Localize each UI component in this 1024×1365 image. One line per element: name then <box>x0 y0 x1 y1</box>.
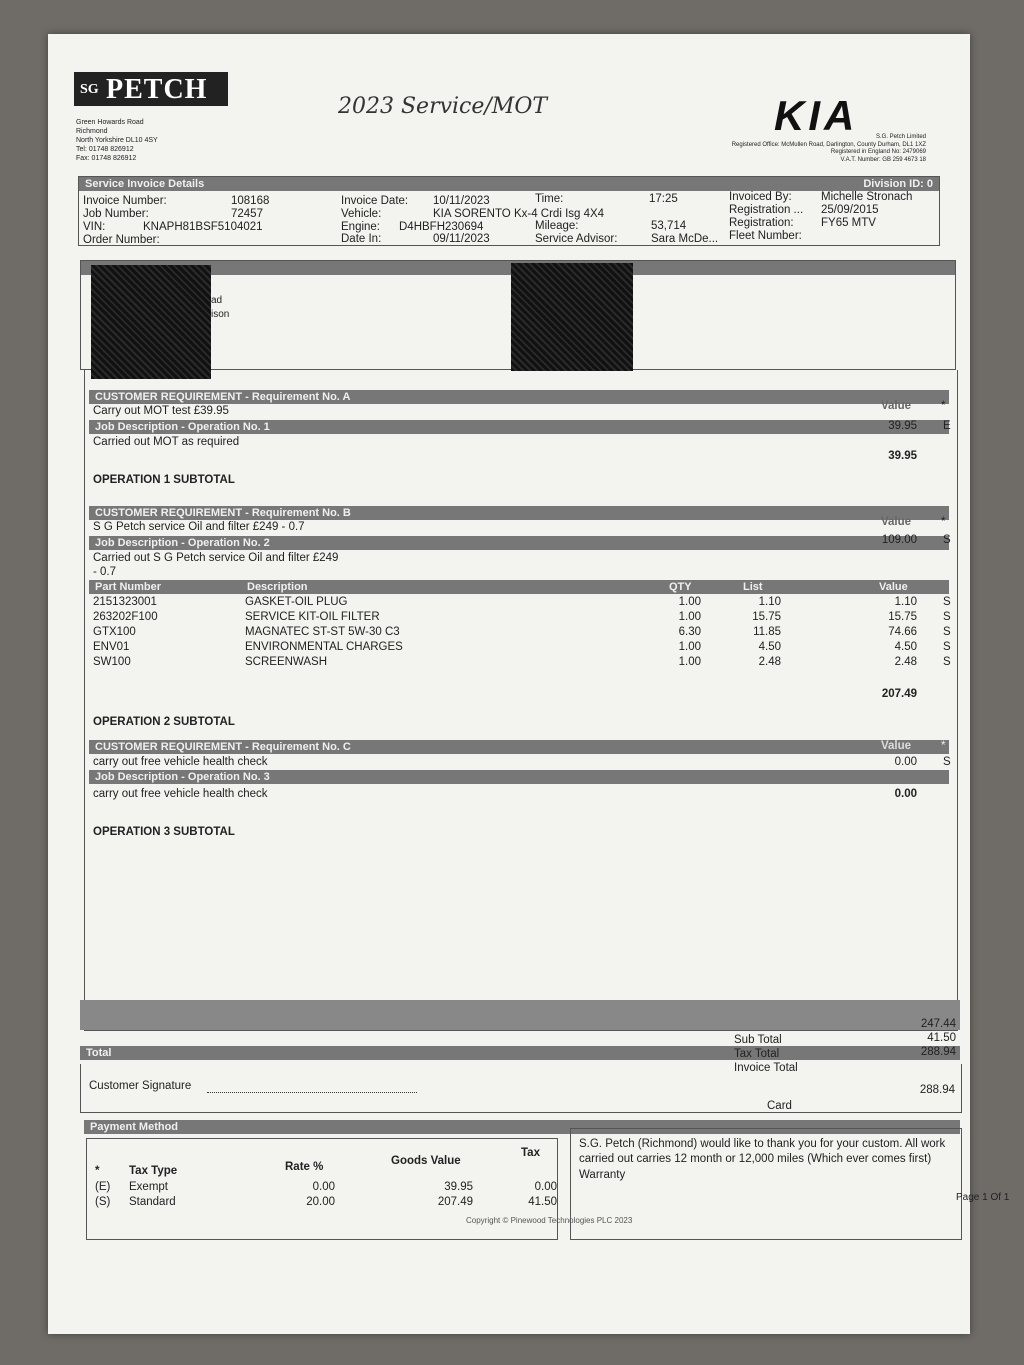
star-marker: * <box>941 400 946 412</box>
part-description: SERVICE KIT-OIL FILTER <box>245 611 380 623</box>
operation-value-2: 109.00 <box>881 534 917 546</box>
tax-code-2: S <box>943 534 951 546</box>
warranty-label: Warranty <box>579 1169 626 1181</box>
requirement-text-b: S G Petch service Oil and filter £249 - 0.7 <box>93 521 305 533</box>
signature-label: Customer Signature <box>89 1080 192 1092</box>
signature-line[interactable] <box>207 1092 417 1093</box>
requirement-bar-a: CUSTOMER REQUIREMENT - Requirement No. A <box>89 390 949 404</box>
tax-header-type: Tax Type <box>129 1165 178 1177</box>
requirement-text-c: carry out free vehicle health check <box>93 756 268 768</box>
tax-row-code: (E) <box>95 1181 111 1193</box>
advisor-label: Service Advisor: <box>535 233 618 245</box>
invoiced-by-label: Invoiced By: <box>729 191 792 203</box>
vehicle-label: Vehicle: <box>341 208 382 220</box>
address-line: Tel: 01748 826912 <box>76 146 134 153</box>
part-qty: 1.00 <box>678 656 701 668</box>
details-bar-title: Service Invoice Details <box>85 178 205 190</box>
star-marker: * <box>941 516 946 528</box>
job-text-3: carry out free vehicle health check <box>93 788 268 800</box>
tax-row-rate: 20.00 <box>306 1196 335 1208</box>
dealer-address <box>76 118 158 163</box>
part-tax-code: S <box>943 611 951 623</box>
customer-address-section <box>80 260 956 370</box>
parts-header-qty: QTY <box>669 581 692 593</box>
part-tax-code: S <box>943 596 951 608</box>
part-description: GASKET-OIL PLUG <box>245 596 348 608</box>
logo-sg-text: SG <box>80 82 99 97</box>
tax-row-goods: 39.95 <box>444 1181 473 1193</box>
mileage: 53,714 <box>651 220 687 232</box>
sg-petch-logo <box>74 72 228 106</box>
handwritten-note: 2023 Service/MOT <box>338 94 548 119</box>
tax-row-rate: 0.00 <box>312 1181 335 1193</box>
kia-logo: KIA <box>774 92 859 139</box>
part-list-price: 11.85 <box>753 626 781 638</box>
part-tax-code: S <box>943 626 951 638</box>
part-number: GTX100 <box>93 626 136 638</box>
job-bar-3: Job Description - Operation No. 3 <box>89 770 949 784</box>
address-line: Green Howards Road <box>76 119 144 126</box>
job-number-label: Job Number: <box>83 208 149 220</box>
part-qty: 1.00 <box>678 611 701 623</box>
requirement-bar-c: CUSTOMER REQUIREMENT - Requirement No. C <box>89 740 949 754</box>
totals-top-band <box>80 1000 960 1030</box>
tax-code-1: E <box>943 420 951 432</box>
address-fragment: ison <box>211 309 230 320</box>
job-text-1: Carried out MOT as required <box>93 436 240 448</box>
signature-section <box>80 1064 962 1113</box>
tax-row-type: Standard <box>129 1196 176 1208</box>
part-qty: 1.00 <box>678 641 701 653</box>
parts-header-list: List <box>743 581 763 593</box>
operation-value-1: 39.95 <box>888 420 917 432</box>
registration-date-label: Registration ... <box>729 204 804 216</box>
part-tax-code: S <box>943 656 951 668</box>
job-text-2: Carried out S G Petch service Oil and filter £249 <box>93 552 339 564</box>
operations-section <box>84 370 958 1031</box>
registration: FY65 MTV <box>821 217 876 229</box>
value-label: Value <box>881 516 912 528</box>
part-value: 15.75 <box>888 611 917 623</box>
copyright: Copyright © Pinewood Technologies PLC 2023 <box>466 1216 633 1225</box>
registered-office <box>698 134 926 164</box>
sub-total: 247.44 <box>920 1018 956 1030</box>
job-number: 72457 <box>231 208 263 220</box>
part-list-price: 2.48 <box>758 656 781 668</box>
time-label: Time: <box>535 193 564 205</box>
part-list-price: 4.50 <box>758 641 781 653</box>
details-bar <box>79 177 939 191</box>
value-label: Value <box>881 400 912 412</box>
tax-header-star: * <box>95 1165 100 1177</box>
job-text-2b: - 0.7 <box>93 566 117 578</box>
parts-header-desc: Description <box>247 581 308 593</box>
order-number-label: Order Number: <box>83 234 160 246</box>
tax-row-tax: 0.00 <box>534 1181 557 1193</box>
tax-row-type: Exempt <box>129 1181 168 1193</box>
time: 17:25 <box>649 193 678 205</box>
redacted-customer-name <box>91 265 211 379</box>
tax-row-code: (S) <box>95 1196 111 1208</box>
part-tax-code: S <box>943 641 951 653</box>
parts-header-value: Value <box>879 581 908 593</box>
part-value: 1.10 <box>894 596 917 608</box>
tax-total: 41.50 <box>927 1032 956 1044</box>
operation-subtotal-label-1: OPERATION 1 SUBTOTAL <box>93 474 235 486</box>
part-qty: 1.00 <box>678 596 701 608</box>
part-value: 2.48 <box>894 656 917 668</box>
tax-code-3: S <box>943 756 951 768</box>
page-number: Page 1 Of 1 <box>956 1192 1010 1203</box>
invoiced-by: Michelle Stronach <box>821 191 913 203</box>
invoice-number-label: Invoice Number: <box>83 195 167 207</box>
invoice-total: 288.94 <box>920 1046 956 1058</box>
part-number: 263202F100 <box>93 611 158 623</box>
tax-row-goods: 207.49 <box>437 1196 473 1208</box>
value-label: Value <box>881 740 912 752</box>
vin-label: VIN: <box>83 221 106 233</box>
part-number: 2151323001 <box>93 596 157 608</box>
part-description: ENVIRONMENTAL CHARGES <box>245 641 403 653</box>
requirement-bar-b: CUSTOMER REQUIREMENT - Requirement No. B <box>89 506 949 520</box>
sub-total-label: Sub Total <box>734 1034 782 1046</box>
logo-name-text: PETCH <box>106 74 208 105</box>
regoff-line: V.A.T. Number: GB 259 4673 18 <box>840 156 926 163</box>
invoice-paper <box>48 34 1010 1334</box>
date-in-label: Date In: <box>341 233 382 245</box>
address-fragment: ad <box>211 295 223 306</box>
parts-header-bar <box>89 580 949 594</box>
operation-subtotal-label-2: OPERATION 2 SUBTOTAL <box>93 716 235 728</box>
registration-date: 25/09/2015 <box>821 204 879 216</box>
registration-label: Registration: <box>729 217 794 229</box>
part-value: 74.66 <box>888 626 917 638</box>
tax-header-goods: Goods Value <box>391 1155 461 1167</box>
regoff-line: Registered in England No: 2479069 <box>830 149 926 155</box>
regoff-line: Registered Office: McMullen Road, Darlington, County Durham, DL1 1XZ <box>731 141 926 148</box>
address-line: Fax: 01748 826912 <box>76 155 137 162</box>
redacted-vehicle-info <box>511 263 633 371</box>
address-line: North Yorkshire DL10 4SY <box>76 137 158 144</box>
operation-subtotal-label-3: OPERATION 3 SUBTOTAL <box>93 826 235 838</box>
operation-value-3: 0.00 <box>894 756 917 768</box>
vin: KNAPH81BSF5104021 <box>143 221 263 233</box>
requirement-text-a: Carry out MOT test £39.95 <box>93 405 229 417</box>
invoice-details-section <box>78 176 940 246</box>
payment-method-bar: Payment Method <box>84 1120 960 1134</box>
thanks-text: S.G. Petch (Richmond) would like to thank you for your custom. All work carried out carries 12 month or 12,000 miles (Which ever comes first) <box>579 1138 946 1165</box>
address-line: Richmond <box>76 128 108 135</box>
total-bar: Total <box>80 1046 960 1060</box>
tax-total-label: Tax Total <box>734 1048 780 1060</box>
advisor: Sara McDe... <box>651 233 719 245</box>
invoice-total-label: Invoice Total <box>734 1062 798 1074</box>
fleet-number-label: Fleet Number: <box>729 230 802 242</box>
tax-row-tax: 41.50 <box>528 1196 557 1208</box>
part-number: ENV01 <box>93 641 130 653</box>
date-in: 09/11/2023 <box>433 233 490 245</box>
parts-header-part: Part Number <box>95 581 162 593</box>
payment-value: 288.94 <box>919 1084 955 1096</box>
operation-subtotal-2: 207.49 <box>881 688 917 700</box>
invoice-date: 10/11/2023 <box>433 195 490 207</box>
engine: D4HBFH230694 <box>399 221 484 233</box>
payment-type: Card <box>767 1100 792 1112</box>
regoff-line: S.G. Petch Limited <box>875 134 926 140</box>
tax-header-rate: Rate % <box>285 1161 324 1173</box>
job-bar-2: Job Description - Operation No. 2 <box>89 536 949 550</box>
part-list-price: 1.10 <box>758 596 781 608</box>
operation-subtotal-1: 39.95 <box>888 450 917 462</box>
invoice-date-label: Invoice Date: <box>341 195 409 207</box>
part-description: MAGNATEC ST-ST 5W-30 C3 <box>245 626 400 638</box>
division-id: Division ID: 0 <box>863 178 933 190</box>
part-list-price: 15.75 <box>752 611 781 623</box>
tax-header-tax: Tax <box>521 1147 540 1159</box>
job-bar-1: Job Description - Operation No. 1 <box>89 420 949 434</box>
part-description: SCREENWASH <box>245 656 327 668</box>
star-marker: * <box>941 740 946 752</box>
engine-label: Engine: <box>341 221 381 233</box>
part-qty: 6.30 <box>678 626 701 638</box>
part-number: SW100 <box>93 656 131 668</box>
operation-subtotal-3: 0.00 <box>894 788 917 800</box>
vehicle: KIA SORENTO Kx-4 Crdi Isg 4X4 <box>433 208 605 220</box>
part-value: 4.50 <box>894 641 917 653</box>
mileage-label: Mileage: <box>535 220 579 232</box>
invoice-number: 108168 <box>231 195 270 207</box>
